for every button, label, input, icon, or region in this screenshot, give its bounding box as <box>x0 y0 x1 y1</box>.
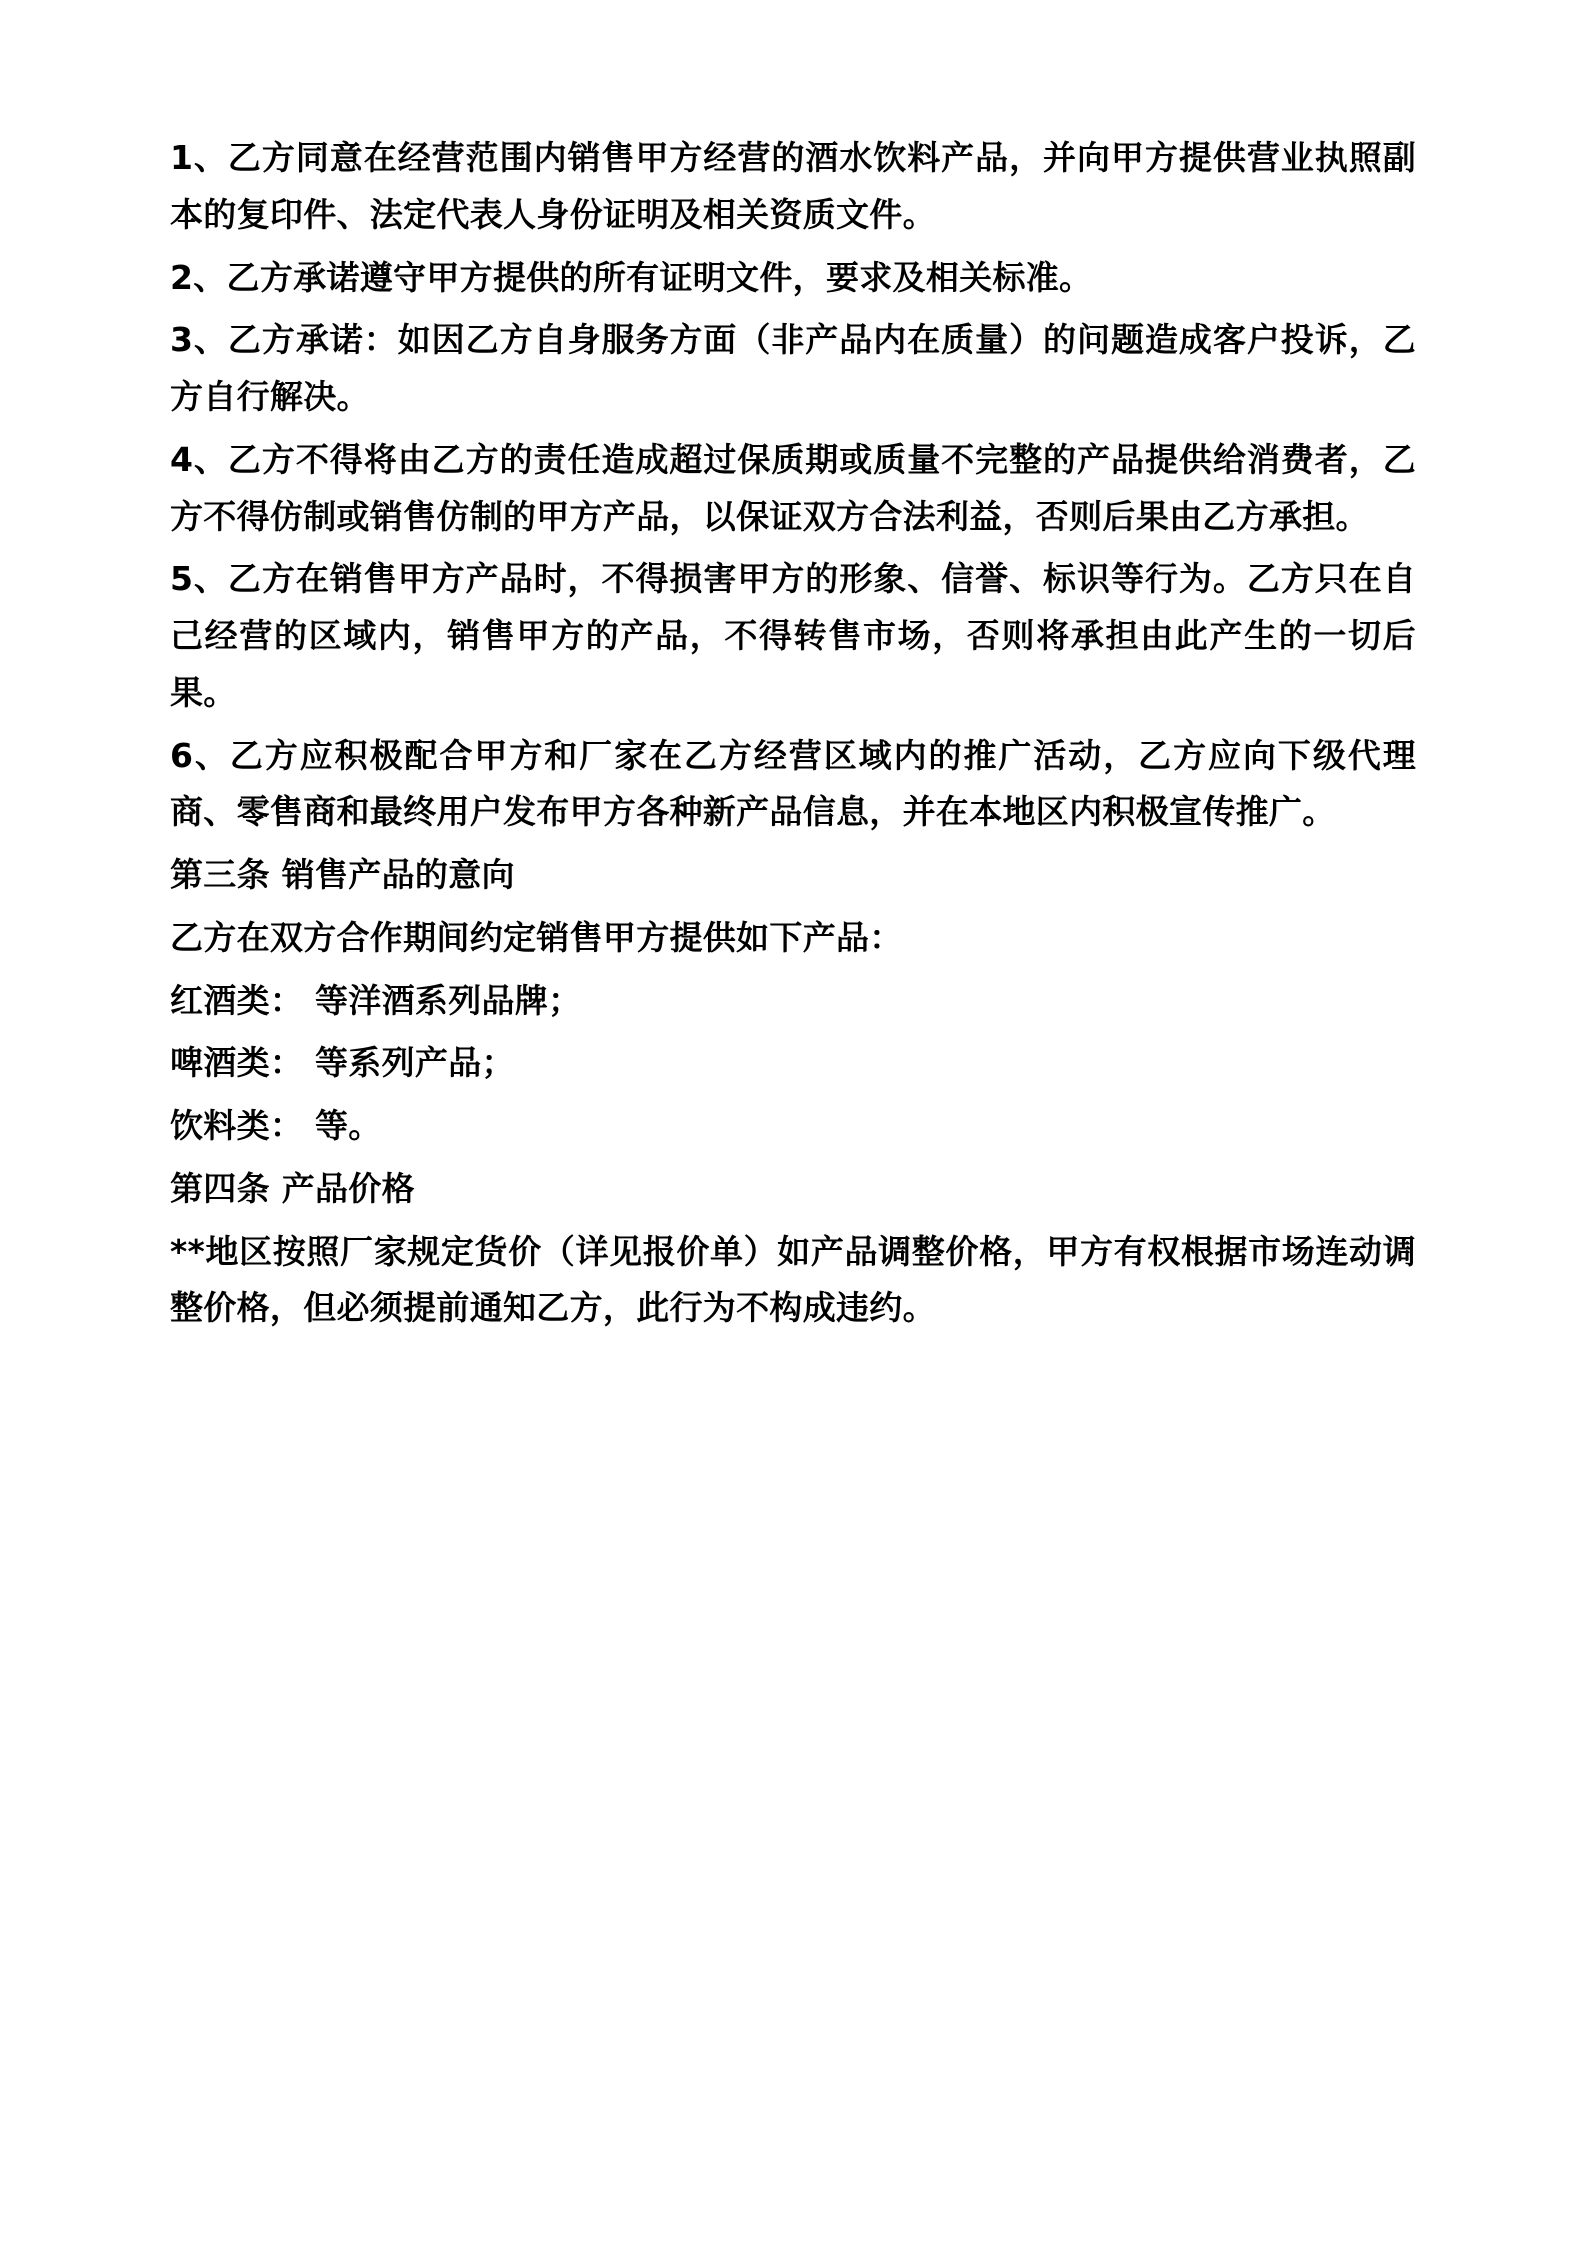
article-4-heading: 第四条 产品价格 <box>170 1168 415 1208</box>
article-4-body: **地区按照厂家规定货价（详见报价单）如产品调整价格，甲方有权根据市场连动调整价格，但必须提前通知乙方，此行为不构成违约。 <box>170 1231 1416 1328</box>
product-line-wine: 红酒类： 等洋酒系列品牌； <box>170 980 582 1020</box>
article-3-heading: 第三条 销售产品的意向 <box>170 855 515 894</box>
document-body <box>170 130 1416 1337</box>
product-line-beer: 啤酒类： 等系列产品； <box>170 1043 515 1083</box>
article-3-intro: 乙方在双方合作期间约定销售甲方提供如下产品： <box>170 917 903 957</box>
clause-item-2: 2、乙方承诺遵守甲方提供的所有证明文件，要求及相关标准。 <box>170 257 1093 297</box>
product-line-drink: 饮料类： 等。 <box>170 1106 382 1145</box>
clause-item-5: 5、乙方在销售甲方产品时，不得损害甲方的形象、信誉、标识等行为。乙方只在自己经营的区域内，销售甲方的产品，不得转售市场，否则将承担由此产生的一切后果。 <box>170 559 1416 712</box>
clause-item-3: 3、乙方承诺：如因乙方自身服务方面（非产品内在质量）的问题造成客户投诉，乙方自行解决。 <box>170 320 1416 416</box>
clause-item-6: 6、乙方应积极配合甲方和厂家在乙方经营区域内的推广活动，乙方应向下级代理商、零售商和最终用户发布甲方各种新产品信息，并在本地区内积极宣传推广。 <box>170 735 1416 832</box>
clause-item-1: 1、乙方同意在经营范围内销售甲方经营的酒水饮料产品，并向甲方提供营业执照副本的复印件、法定代表人身份证明及相关资质文件。 <box>170 138 1416 234</box>
clause-item-4: 4、乙方不得将由乙方的责任造成超过保质期或质量不完整的产品提供给消费者，乙方不得仿制或销售仿制的甲方产品，以保证双方合法利益，否则后果由乙方承担。 <box>170 439 1416 536</box>
